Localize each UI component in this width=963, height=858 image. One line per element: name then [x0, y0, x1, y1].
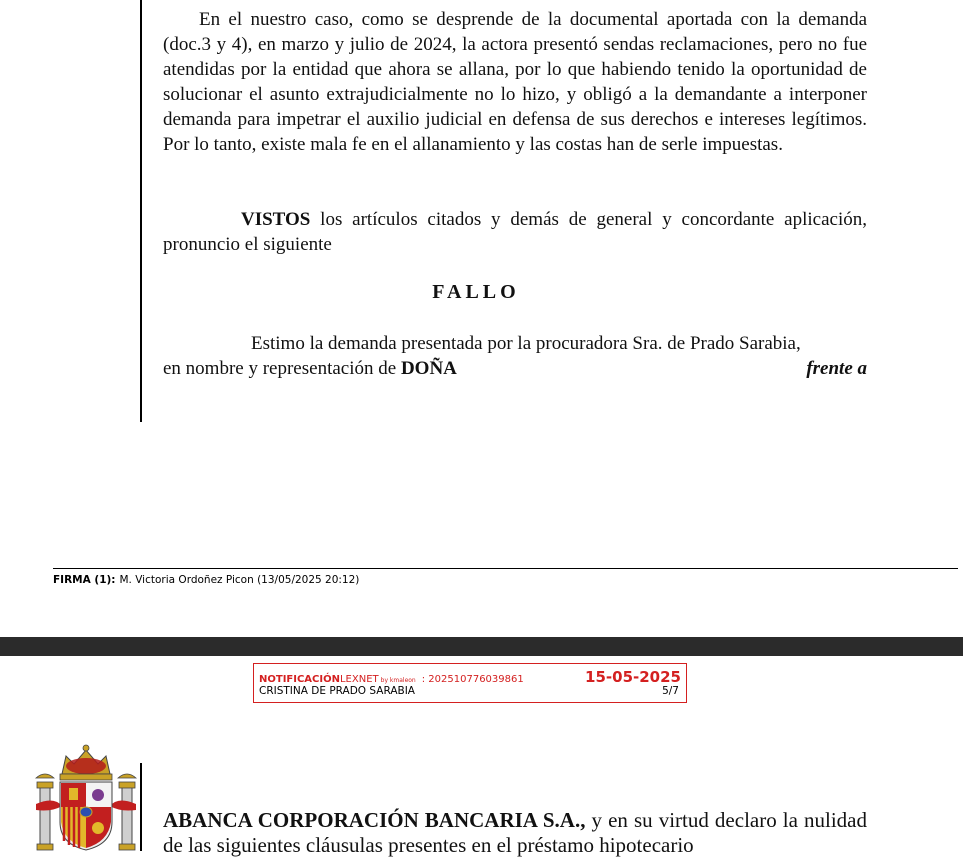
margin-line-2	[140, 763, 142, 851]
paragraph-vistos: VISTOS los artículos citados y demás de general y concordante aplicación, pronuncio el siguiente	[163, 209, 867, 255]
notification-page: 5/7	[662, 685, 679, 697]
notification-stamp	[253, 663, 687, 703]
fallo-heading: FALLO	[432, 281, 520, 303]
page-divider	[0, 637, 963, 656]
frente-a-text: frente a	[806, 358, 867, 379]
coat-of-arms-spain-icon	[34, 744, 138, 851]
paragraph-costs: En el nuestro caso, como se desprende de la documental aportada con la demanda (doc.3 y 4), en marzo y julio de 2024, la actora presentó sendas reclamaciones, pero no fue atendidas por la entidad que ahora se allana, por lo que habiendo tenido la oportunidad de solucionar el asunto extrajudicialmente no lo hizo, y obligó a la demandante a interponer demanda para impetrar el auxilio judicial en defensa de sus derechos e intereses legítimos. Por lo tanto, existe mala fe en el allanamiento y las costas han de serle impuestas.	[163, 9, 867, 155]
notification-title: NOTIFICACIÓN	[259, 674, 340, 685]
paragraph-ruling: Estimo la demanda presentada por la procuradora Sra. de Prado Sarabia, en nombre y representación de DOÑA frente a	[163, 333, 867, 379]
plaintiff-label: DOÑA	[400, 358, 457, 379]
notification-system: LEXNET	[339, 674, 379, 685]
signature-value: M. Victoria Ordoñez Picon (13/05/2025 20:12)	[119, 574, 360, 586]
notification-name: CRISTINA DE PRADO SARABIA	[259, 685, 415, 697]
signature-rule	[53, 568, 958, 569]
notification-date: 15-05-2025	[585, 668, 681, 686]
bank-name: ABANCA CORPORACIÓN BANCARIA S.A.,	[163, 808, 586, 832]
signature-label: FIRMA (1):	[53, 574, 116, 586]
paragraph-nullity: ABANCA CORPORACIÓN BANCARIA S.A., y en su virtud declaro la nulidad de las siguientes cláusulas presentes en el préstamo hipotecario	[163, 808, 867, 857]
signature-footer	[53, 574, 359, 586]
vistos-label: VISTOS	[241, 209, 311, 230]
margin-line	[140, 0, 142, 422]
notification-by: by kmaleon	[380, 677, 416, 684]
notification-id: : 202510776039861	[421, 674, 524, 685]
